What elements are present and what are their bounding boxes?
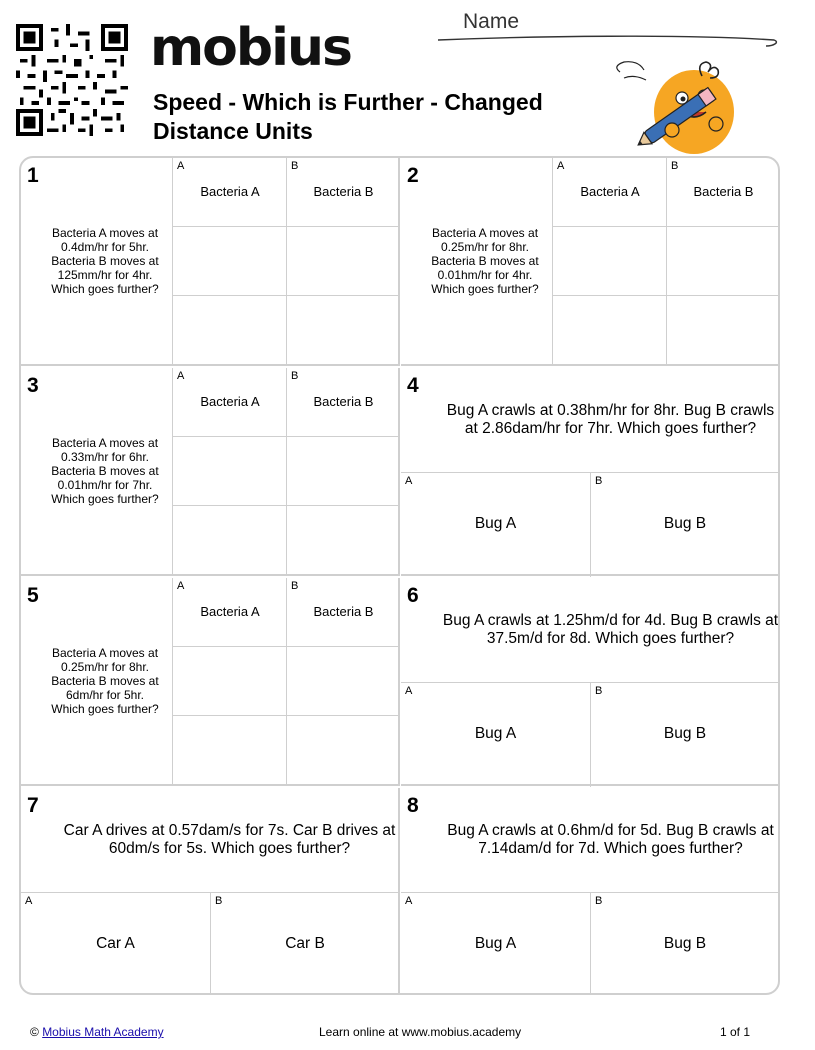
worksheet-title: Speed - Which is Further - Changed Distance Units xyxy=(153,89,543,144)
answer-box-a[interactable] xyxy=(401,473,590,577)
column-b xyxy=(666,158,780,364)
box-tag-b: B xyxy=(215,895,223,907)
answer-cell[interactable] xyxy=(287,647,400,716)
box-tag-a: A xyxy=(405,685,413,697)
answer-cell[interactable] xyxy=(173,437,287,506)
question-text: Bacteria A moves at 0.33m/hr for 6hr. Bacteria B moves at 0.01hm/hr for 7hr. Which goes further? xyxy=(51,436,159,506)
problem-3 xyxy=(21,368,400,576)
problem-number: 6 xyxy=(407,584,419,607)
problem-4 xyxy=(401,368,780,576)
box-label-a: Bug A xyxy=(474,515,517,532)
problem-number: 1 xyxy=(27,164,39,187)
footer-copyright xyxy=(30,1025,164,1039)
problem-1 xyxy=(21,158,400,366)
box-tag-b: B xyxy=(595,475,603,487)
column-header-b: Bacteria B xyxy=(313,184,374,199)
problem-8 xyxy=(401,788,780,995)
answer-cell[interactable] xyxy=(287,227,400,296)
box-label-a: Car A xyxy=(96,935,135,952)
answer-cell[interactable] xyxy=(173,296,287,365)
problem-number: 4 xyxy=(407,374,419,397)
answer-table xyxy=(552,158,780,364)
answer-box-b[interactable] xyxy=(590,893,779,995)
question-text: Car A drives at 0.57dam/s for 7s. Car B drives at 60dm/s for 5s. Which goes further? xyxy=(63,822,396,857)
problem-number: 5 xyxy=(27,584,39,607)
answer-cell[interactable] xyxy=(287,437,400,506)
footer-center-text: Learn online at www.mobius.academy xyxy=(319,1025,522,1039)
answer-boxes xyxy=(401,472,780,576)
answer-table xyxy=(172,578,400,784)
name-label: Name xyxy=(463,10,520,33)
answer-box-a[interactable] xyxy=(21,893,210,995)
box-label-b: Car B xyxy=(285,935,325,952)
column-b xyxy=(286,158,400,364)
answer-boxes xyxy=(21,892,398,995)
box-tag-b: B xyxy=(595,685,603,697)
question-text: Bacteria A moves at 0.25m/hr for 8hr. Bacteria B moves at 6dm/hr for 5hr. Which goes further? xyxy=(51,646,159,716)
column-b xyxy=(286,578,400,784)
answer-cell[interactable] xyxy=(173,647,287,716)
column-tag-b: B xyxy=(671,160,679,172)
answer-box-a[interactable] xyxy=(401,683,590,787)
problem-5 xyxy=(21,578,400,786)
qr-code xyxy=(16,24,128,136)
column-tag-b: B xyxy=(291,370,299,382)
question-text: Bug A crawls at 0.38hm/hr for 8hr. Bug B crawls at 2.86dam/hr for 7hr. Which goes further? xyxy=(446,402,775,437)
problems-grid xyxy=(19,156,780,995)
column-a xyxy=(173,578,287,784)
column-tag-b: B xyxy=(291,160,299,172)
problem-number: 2 xyxy=(407,164,419,187)
answer-cell[interactable] xyxy=(667,227,780,296)
logo-text: mobius xyxy=(150,18,351,78)
column-a xyxy=(173,158,287,364)
box-label-a: Bug A xyxy=(474,725,517,742)
problem-7 xyxy=(21,788,400,995)
question-text: Bug A crawls at 0.6hm/d for 5d. Bug B crawls at 7.14dam/d for 7d. Which goes further? xyxy=(447,822,774,857)
box-tag-a: A xyxy=(25,895,33,907)
answer-cell[interactable] xyxy=(287,296,400,365)
column-header-b: Bacteria B xyxy=(313,394,374,409)
box-tag-a: A xyxy=(405,475,413,487)
problem-6 xyxy=(401,578,780,786)
column-a xyxy=(173,368,287,574)
column-header-b: Bacteria B xyxy=(313,604,374,619)
answer-cell[interactable] xyxy=(287,716,400,785)
column-header-b: Bacteria B xyxy=(693,184,754,199)
question-text: Bacteria A moves at 0.25m/hr for 8hr. Bacteria B moves at 0.01hm/hr for 4hr. Which goes further? xyxy=(431,226,539,296)
box-label-b: Bug B xyxy=(663,515,707,532)
answer-cell[interactable] xyxy=(553,227,667,296)
question-text: Bacteria A moves at 0.4dm/hr for 5hr. Bacteria B moves at 125mm/hr for 4hr. Which goes further? xyxy=(51,226,159,296)
answer-cell[interactable] xyxy=(173,506,287,575)
answer-table xyxy=(172,158,400,364)
column-a xyxy=(553,158,667,364)
column-tag-a: A xyxy=(177,370,185,382)
question-text: Bug A crawls at 1.25hm/d for 4d. Bug B crawls at 37.5m/d for 8d. Which goes further? xyxy=(442,612,779,647)
answer-boxes xyxy=(401,892,780,995)
problem-2 xyxy=(401,158,780,366)
column-header-a: Bacteria A xyxy=(200,604,260,619)
box-tag-b: B xyxy=(595,895,603,907)
academy-link[interactable]: Mobius Math Academy xyxy=(42,1025,164,1039)
answer-box-b[interactable] xyxy=(210,893,399,995)
column-header-a: Bacteria A xyxy=(200,394,260,409)
column-header-a: Bacteria A xyxy=(580,184,640,199)
answer-cell[interactable] xyxy=(667,296,780,365)
answer-table xyxy=(172,368,400,574)
answer-box-a[interactable] xyxy=(401,893,590,995)
column-tag-b: B xyxy=(291,580,299,592)
answer-cell[interactable] xyxy=(553,296,667,365)
answer-box-b[interactable] xyxy=(590,473,779,577)
column-tag-a: A xyxy=(177,580,185,592)
column-b xyxy=(286,368,400,574)
problem-number: 8 xyxy=(407,794,419,817)
answer-boxes xyxy=(401,682,780,786)
box-label-b: Bug B xyxy=(663,935,707,952)
box-label-b: Bug B xyxy=(663,725,707,742)
column-tag-a: A xyxy=(177,160,185,172)
box-tag-a: A xyxy=(405,895,413,907)
problem-number: 3 xyxy=(27,374,39,397)
column-header-a: Bacteria A xyxy=(200,184,260,199)
box-label-a: Bug A xyxy=(474,935,517,952)
column-tag-a: A xyxy=(557,160,565,172)
answer-box-b[interactable] xyxy=(590,683,779,787)
problem-number: 7 xyxy=(27,794,39,817)
mobius-logo xyxy=(150,18,351,78)
answer-cell[interactable] xyxy=(173,716,287,785)
copyright-symbol: © xyxy=(30,1025,39,1039)
answer-cell[interactable] xyxy=(287,506,400,575)
mascot-illustration xyxy=(612,50,742,160)
page-number: 1 of 1 xyxy=(720,1025,751,1039)
answer-cell[interactable] xyxy=(173,227,287,296)
